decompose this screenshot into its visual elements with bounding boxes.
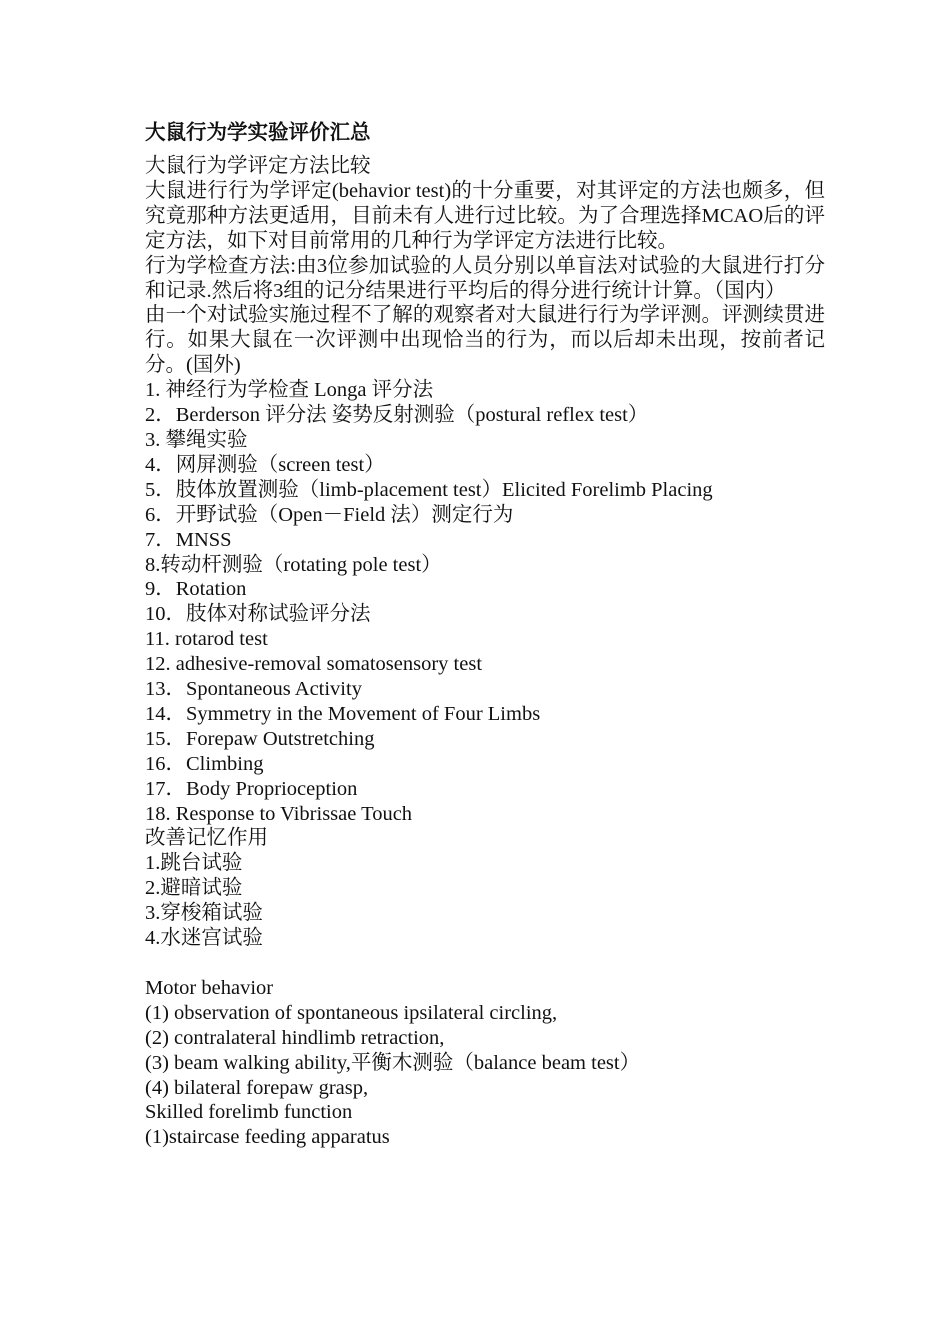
blank-line: [145, 951, 825, 976]
motor-list: [145, 1001, 825, 1101]
test-item: 5．肢体放置测验（limb-placement test）Elicited Forelimb Placing: [145, 478, 713, 501]
memory-test-item: 3.穿梭箱试验: [145, 902, 263, 925]
test-item: 9．Rotation: [145, 578, 247, 601]
test-item: 7．MNSS: [145, 528, 232, 551]
test-item: 17．Body Proprioception: [145, 777, 358, 800]
test-item: 10．肢体对称试验评分法: [145, 603, 371, 626]
memory-heading: 改善记忆作用: [145, 827, 268, 850]
memory-test-list: [145, 851, 825, 951]
test-item: 3. 攀绳实验: [145, 428, 248, 451]
motor-heading: Motor behavior: [145, 976, 274, 999]
intro-paragraph: 大鼠进行行为学评定(behavior test)的十分重要，对其评定的方法也颇多，但究竟那种方法更适用，目前未有人进行过比较。为了合理选择MCAO后的评定方法，如下对目前常用的几种行为学评定方法进行比较。: [145, 179, 825, 252]
forelimb-list: [145, 1125, 825, 1150]
document-title: 大鼠行为学实验评价汇总: [145, 122, 371, 144]
test-item: 14．Symmetry in the Movement of Four Limbs: [145, 702, 541, 725]
test-item: 6．开野试验（Open－Field 法）测定行为: [145, 503, 514, 526]
test-item: 18. Response to Vibrissae Touch: [145, 802, 413, 825]
memory-test-item: 2.避暗试验: [145, 877, 243, 900]
document-subtitle: 大鼠行为学评定方法比较: [145, 155, 371, 177]
test-item: 2．Berderson 评分法 姿势反射测验（postural reflex test）: [145, 404, 649, 427]
motor-item: (4) bilateral forepaw grasp,: [145, 1076, 369, 1099]
test-item: 13．Spontaneous Activity: [145, 678, 362, 701]
method-domestic-paragraph: 行为学检查方法:由3位参加试验的人员分别以单盲法对试验的大鼠进行打分和记录.然后将3组的记分结果进行平均后的得分进行统计计算。（国内）: [145, 254, 825, 302]
test-item: 15．Forepaw Outstretching: [145, 727, 375, 750]
test-item: 4．网屏测验（screen test）: [145, 453, 385, 476]
memory-test-item: 4.水迷宫试验: [145, 927, 263, 950]
method-foreign-paragraph: 由一个对试验实施过程不了解的观察者对大鼠进行行为学评测。评测续贯进行。如果大鼠在一次评测中出现恰当的行为，而以后却未出现，按前者记分。(国外): [145, 304, 825, 377]
test-item: 16．Climbing: [145, 752, 264, 775]
forelimb-heading: Skilled forelimb function: [145, 1101, 353, 1124]
test-item: 12. adhesive-removal somatosensory test: [145, 653, 483, 676]
motor-item: (2) contralateral hindlimb retraction,: [145, 1026, 445, 1049]
memory-test-item: 1.跳台试验: [145, 852, 243, 875]
motor-item: (3) beam walking ability,平衡木测验（balance beam test）: [145, 1051, 641, 1074]
test-item: 8.转动杆测验（rotating pole test）: [145, 553, 442, 576]
test-item: 11. rotarod test: [145, 628, 268, 651]
test-list: [145, 378, 825, 826]
forelimb-item: (1)staircase feeding apparatus: [145, 1126, 390, 1149]
motor-item: (1) observation of spontaneous ipsilateral circling,: [145, 1001, 558, 1024]
test-item: 1. 神经行为学检查 Longa 评分法: [145, 379, 434, 402]
document-page: [145, 120, 825, 1150]
